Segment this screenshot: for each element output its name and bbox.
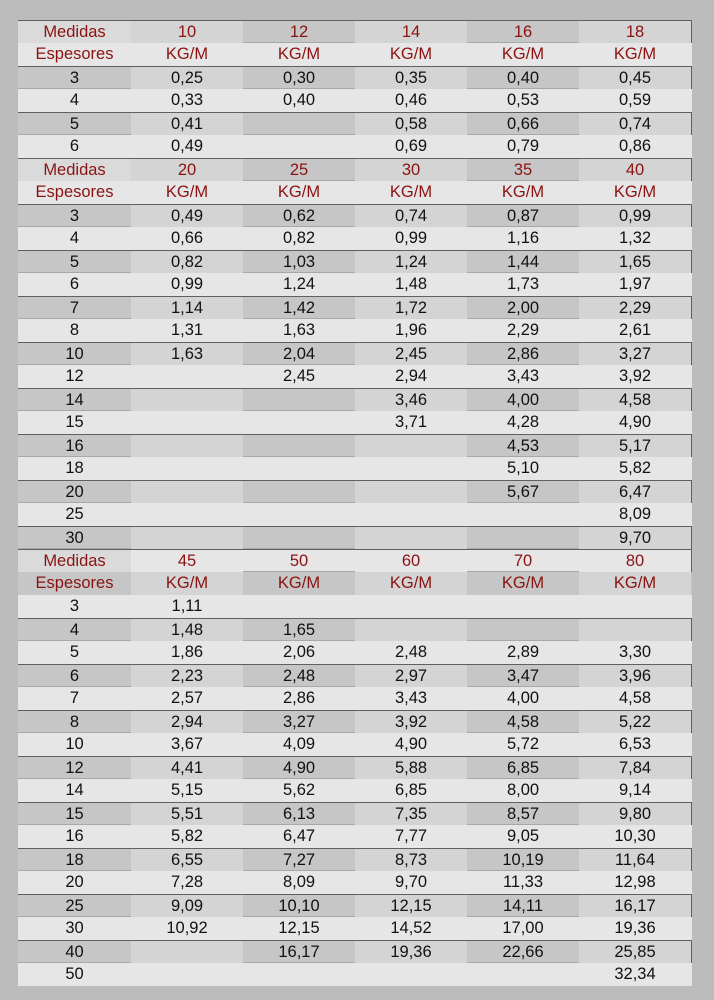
weight-cell: 1,73 (506, 275, 540, 294)
weight-cell: 5,82 (579, 457, 691, 480)
weight-cell: 10,92 (131, 917, 243, 940)
weight-cell: 0,79 (506, 137, 540, 156)
measure-header: 70 (513, 551, 533, 570)
weight-cell: 0,40 (506, 68, 540, 87)
thickness-cell: 14 (65, 781, 84, 800)
section-0-medidas-row (18, 20, 692, 43)
thickness-cell: 25 (65, 505, 84, 524)
unit-header: KG/M (277, 574, 321, 593)
weight-cell: 11,33 (502, 873, 544, 892)
table-row (18, 204, 692, 227)
weight-cell: 17,00 (502, 919, 544, 938)
weight-cell (243, 389, 355, 411)
weight-cell: 14,52 (355, 917, 467, 940)
table-row (18, 89, 692, 112)
measure-header: 16 (513, 22, 533, 41)
weight-cell: 4,00 (506, 689, 540, 708)
weight-cell: 9,80 (579, 803, 691, 825)
table-row (18, 457, 692, 480)
thickness-cell: 15 (65, 413, 84, 432)
thickness-cell: 5 (69, 114, 80, 133)
weight-cell (243, 963, 355, 986)
thickness-cell: 4 (69, 620, 80, 639)
table-row (18, 917, 692, 940)
weight-cell: 3,96 (579, 665, 691, 687)
unit-header: KG/M (501, 45, 545, 64)
weight-cell: 19,36 (355, 941, 467, 963)
thickness-cell: 10 (65, 735, 84, 754)
weight-cell (131, 365, 243, 388)
thickness-cell: 4 (69, 229, 80, 248)
weight-cell (131, 503, 243, 526)
weight-cell (131, 435, 243, 457)
weight-cell: 1,97 (579, 273, 691, 296)
weight-cell (243, 595, 355, 618)
weight-cell: 10,30 (579, 825, 691, 848)
weight-cell: 0,66 (506, 114, 540, 133)
weight-cell: 0,99 (579, 205, 691, 227)
weight-cell: 4,28 (506, 413, 540, 432)
weight-cell: 1,24 (282, 275, 316, 294)
weight-cell: 1,48 (355, 273, 467, 296)
weight-cell: 4,58 (579, 687, 691, 710)
section-1-medidas-row (18, 158, 692, 181)
table-row (18, 848, 692, 871)
table-row (18, 66, 692, 89)
weight-cell: 1,42 (282, 298, 316, 317)
table-row (18, 779, 692, 802)
weight-cell: 3,46 (355, 389, 467, 411)
thickness-cell: 16 (65, 827, 84, 846)
table-row (18, 871, 692, 894)
weight-cell: 11,64 (579, 849, 691, 871)
weight-cell: 10,10 (278, 896, 320, 915)
section-0-espesores-row (18, 43, 692, 66)
weight-cell: 0,99 (131, 273, 243, 296)
measure-header: 14 (355, 21, 467, 43)
table-row (18, 411, 692, 434)
weight-cell: 3,92 (355, 711, 467, 733)
weight-cell: 0,49 (131, 205, 243, 227)
weight-cell: 1,65 (579, 251, 691, 273)
unit-header: KG/M (355, 181, 467, 204)
weight-cell: 2,94 (355, 365, 467, 388)
weight-cell: 3,67 (131, 733, 243, 756)
weight-cell: 2,06 (282, 643, 316, 662)
weight-cell (243, 135, 355, 158)
thickness-cell: 3 (69, 206, 80, 225)
weight-cell: 3,92 (579, 365, 691, 388)
table-row (18, 710, 692, 733)
weight-cell: 0,41 (131, 113, 243, 135)
weight-cell: 1,31 (131, 319, 243, 342)
weight-cell: 4,41 (131, 757, 243, 779)
weight-cell: 0,30 (282, 68, 316, 87)
weight-cell: 2,45 (282, 367, 316, 386)
weight-cell: 2,57 (131, 687, 243, 710)
weight-cell: 12,98 (579, 871, 691, 894)
weight-cell: 25,85 (579, 941, 691, 963)
thickness-cell: 10 (65, 344, 84, 363)
weight-cell: 5,67 (506, 482, 540, 501)
weight-cell (243, 457, 355, 480)
weight-cell: 2,61 (579, 319, 691, 342)
weight-cell (355, 963, 467, 986)
unit-header: KG/M (131, 43, 243, 66)
unit-header: KG/M (579, 181, 691, 204)
weight-cell: 2,89 (506, 643, 540, 662)
table-row (18, 503, 692, 526)
table-row (18, 227, 692, 250)
weight-cell: 0,82 (282, 229, 316, 248)
weight-cell: 2,29 (506, 321, 540, 340)
weight-cell: 1,16 (506, 229, 540, 248)
weight-cell: 16,17 (579, 895, 691, 917)
unit-header: KG/M (277, 45, 321, 64)
weight-cell: 2,04 (282, 344, 316, 363)
weight-cell: 1,72 (355, 297, 467, 319)
weight-cell: 7,77 (355, 825, 467, 848)
weight-cell: 1,11 (131, 595, 243, 618)
unit-header: KG/M (501, 574, 545, 593)
weight-cell (243, 503, 355, 526)
weight-cell: 5,51 (131, 803, 243, 825)
thickness-cell: 50 (65, 965, 84, 984)
weight-cell: 0,74 (355, 205, 467, 227)
weight-cell: 4,58 (579, 389, 691, 411)
weight-cell: 0,35 (355, 67, 467, 89)
weight-cell: 0,53 (506, 91, 540, 110)
weight-cell: 2,48 (355, 641, 467, 664)
weight-cell: 6,13 (282, 804, 316, 823)
table-row (18, 825, 692, 848)
weight-cell: 9,70 (355, 871, 467, 894)
weight-cell (243, 481, 355, 503)
weight-cell (131, 457, 243, 480)
weight-cell: 2,23 (131, 665, 243, 687)
weight-cell: 3,27 (282, 712, 316, 731)
weight-cell: 19,36 (579, 917, 691, 940)
table-row (18, 595, 692, 618)
weight-cell: 0,46 (355, 89, 467, 112)
weight-cell: 9,14 (579, 779, 691, 802)
weight-cell: 6,55 (131, 849, 243, 871)
weight-cell: 10,19 (502, 850, 544, 869)
table-row (18, 733, 692, 756)
weight-cell: 2,29 (579, 297, 691, 319)
thickness-cell: 7 (69, 298, 80, 317)
weight-cell (467, 619, 579, 641)
measure-header: 10 (131, 21, 243, 43)
measure-header: 80 (579, 550, 691, 572)
weight-cell (467, 527, 579, 549)
thickness-cell: 20 (65, 482, 84, 501)
weight-cell: 2,45 (355, 343, 467, 365)
weight-cell: 2,48 (282, 666, 316, 685)
weight-cell: 6,53 (579, 733, 691, 756)
thickness-cell: 5 (69, 252, 80, 271)
weight-cell: 0,40 (282, 91, 316, 110)
table-row (18, 756, 692, 779)
weight-cell: 1,24 (355, 251, 467, 273)
medidas-label: Medidas (18, 21, 131, 43)
weight-cell: 8,57 (506, 804, 540, 823)
espesores-label: Espesores (35, 183, 114, 202)
unit-header: KG/M (355, 43, 467, 66)
weight-cell: 5,62 (282, 781, 316, 800)
table-row (18, 250, 692, 273)
weight-cell: 7,27 (282, 850, 316, 869)
weight-cell (243, 113, 355, 135)
weight-cell: 5,72 (506, 735, 540, 754)
weight-cell: 2,97 (355, 665, 467, 687)
weight-cell: 0,86 (579, 135, 691, 158)
weight-cell (131, 963, 243, 986)
medidas-label: Medidas (18, 159, 131, 181)
weight-cell: 5,22 (579, 711, 691, 733)
weight-cell: 9,05 (506, 827, 540, 846)
table-row (18, 434, 692, 457)
weight-cell: 0,69 (355, 135, 467, 158)
medidas-label: Medidas (18, 550, 131, 572)
unit-header: KG/M (131, 181, 243, 204)
weight-cell: 1,96 (355, 319, 467, 342)
unit-header: KG/M (277, 183, 321, 202)
weight-cell: 1,86 (131, 641, 243, 664)
thickness-cell: 25 (65, 896, 84, 915)
thickness-cell: 4 (69, 91, 80, 110)
weight-cell: 7,84 (579, 757, 691, 779)
weight-cell: 1,65 (282, 620, 316, 639)
weight-cell: 16,17 (278, 942, 320, 961)
weight-cell: 4,09 (282, 735, 316, 754)
weight-cell (467, 963, 579, 986)
measure-header: 35 (513, 160, 533, 179)
weight-cell (243, 527, 355, 549)
measure-header: 50 (289, 551, 309, 570)
table-row (18, 641, 692, 664)
thickness-cell: 18 (65, 850, 84, 869)
weight-cell (355, 595, 467, 618)
thickness-cell: 18 (65, 459, 84, 478)
table-row (18, 388, 692, 411)
table-row (18, 296, 692, 319)
weight-cell (355, 503, 467, 526)
weight-cell: 0,59 (579, 89, 691, 112)
table-row (18, 526, 692, 549)
thickness-cell: 16 (65, 436, 84, 455)
table-row (18, 963, 692, 986)
weight-cell: 2,00 (506, 298, 540, 317)
weight-cell: 0,45 (579, 67, 691, 89)
unit-header: KG/M (355, 572, 467, 595)
weight-cell: 5,15 (131, 779, 243, 802)
thickness-cell: 3 (69, 597, 80, 616)
weight-cell: 0,62 (282, 206, 316, 225)
weight-cell: 5,10 (506, 459, 540, 478)
weight-cell: 1,48 (131, 619, 243, 641)
weight-cell: 2,86 (282, 689, 316, 708)
measure-header: 20 (131, 159, 243, 181)
measure-header: 18 (579, 21, 691, 43)
weight-cell: 5,88 (355, 757, 467, 779)
weight-cell (579, 595, 691, 618)
weight-cell (355, 527, 467, 549)
weight-cell: 3,47 (506, 666, 540, 685)
weight-cell: 3,43 (506, 367, 540, 386)
weight-cell (243, 435, 355, 457)
weight-cell: 4,53 (506, 436, 540, 455)
table-row (18, 135, 692, 158)
thickness-cell: 14 (65, 390, 84, 409)
thickness-cell: 6 (69, 137, 80, 156)
weight-cell: 12,15 (355, 895, 467, 917)
thickness-cell: 30 (65, 919, 84, 938)
table-row (18, 618, 692, 641)
weight-cell: 0,82 (131, 251, 243, 273)
weight-cell: 6,47 (579, 481, 691, 503)
weight-cell: 3,43 (355, 687, 467, 710)
measure-header: 40 (579, 159, 691, 181)
weight-cell: 6,47 (282, 827, 316, 846)
espesores-label: Espesores (35, 45, 114, 64)
weight-cell: 4,00 (506, 390, 540, 409)
weight-cell: 22,66 (502, 942, 544, 961)
thickness-cell: 6 (69, 666, 80, 685)
thickness-cell: 15 (65, 804, 84, 823)
thickness-cell: 8 (69, 712, 80, 731)
table-row (18, 112, 692, 135)
weight-cell: 6,85 (506, 758, 540, 777)
weight-cell (131, 411, 243, 434)
espesores-label: Espesores (35, 574, 114, 593)
thickness-cell: 20 (65, 873, 84, 892)
weight-cell: 3,71 (355, 411, 467, 434)
table-row (18, 940, 692, 963)
table-row (18, 365, 692, 388)
weight-cell: 3,27 (579, 343, 691, 365)
weight-cell (355, 435, 467, 457)
table-row (18, 894, 692, 917)
weight-cell (355, 481, 467, 503)
weight-cell (355, 457, 467, 480)
table-row (18, 319, 692, 342)
thickness-cell: 7 (69, 689, 80, 708)
weight-cell: 4,90 (282, 758, 316, 777)
table-row (18, 273, 692, 296)
weight-cell: 1,03 (282, 252, 316, 271)
thickness-cell: 8 (69, 321, 80, 340)
weight-cell: 8,73 (355, 849, 467, 871)
measure-header: 30 (355, 159, 467, 181)
weight-cell: 3,30 (579, 641, 691, 664)
unit-header: KG/M (579, 43, 691, 66)
section-1-espesores-row (18, 181, 692, 204)
weight-cell: 7,35 (355, 803, 467, 825)
weight-cell (467, 503, 579, 526)
thickness-cell: 40 (65, 942, 84, 961)
weight-cell: 0,66 (131, 227, 243, 250)
thickness-cell: 12 (65, 367, 84, 386)
measure-header: 25 (289, 160, 309, 179)
weight-cell: 14,11 (502, 896, 544, 915)
thickness-cell: 5 (69, 643, 80, 662)
weight-cell: 8,09 (579, 503, 691, 526)
weight-cell: 0,99 (355, 227, 467, 250)
weight-cell: 4,90 (579, 411, 691, 434)
weight-cell: 0,49 (131, 135, 243, 158)
weight-cell (355, 619, 467, 641)
weight-cell: 5,17 (579, 435, 691, 457)
weight-cell (579, 619, 691, 641)
weight-cell: 32,34 (579, 963, 691, 986)
weight-cell: 2,94 (131, 711, 243, 733)
weight-cell: 2,86 (506, 344, 540, 363)
weight-cell: 1,63 (282, 321, 316, 340)
weight-cell: 0,25 (131, 67, 243, 89)
table-row (18, 480, 692, 503)
section-2-medidas-row (18, 549, 692, 572)
section-2-espesores-row (18, 572, 692, 595)
table-row (18, 687, 692, 710)
weight-cell: 8,09 (282, 873, 316, 892)
measure-header: 60 (355, 550, 467, 572)
weight-cell: 0,58 (355, 113, 467, 135)
weight-cell: 6,85 (355, 779, 467, 802)
weight-cell (131, 941, 243, 963)
measure-header: 12 (289, 22, 309, 41)
weight-cell: 8,00 (506, 781, 540, 800)
weight-cell: 5,82 (131, 825, 243, 848)
weight-cell: 4,58 (506, 712, 540, 731)
weight-cell: 1,63 (131, 343, 243, 365)
unit-header: KG/M (501, 183, 545, 202)
thickness-cell: 3 (69, 68, 80, 87)
weight-cell: 1,32 (579, 227, 691, 250)
measure-header: 45 (131, 550, 243, 572)
weight-cell: 0,33 (131, 89, 243, 112)
weight-cell: 7,28 (131, 871, 243, 894)
table-row (18, 664, 692, 687)
weight-cell: 12,15 (278, 919, 320, 938)
unit-header: KG/M (579, 572, 691, 595)
thickness-cell: 6 (69, 275, 80, 294)
weight-cell: 9,09 (131, 895, 243, 917)
weight-cell (131, 389, 243, 411)
weight-cell: 1,14 (131, 297, 243, 319)
weight-cell (131, 481, 243, 503)
weight-cell: 0,87 (506, 206, 540, 225)
weight-cell: 9,70 (579, 527, 691, 549)
weight-cell: 0,74 (579, 113, 691, 135)
table-row (18, 342, 692, 365)
weight-cell (243, 411, 355, 434)
weight-cell: 1,44 (506, 252, 540, 271)
weight-cell: 4,90 (355, 733, 467, 756)
thickness-cell: 12 (65, 758, 84, 777)
weight-cell (131, 527, 243, 549)
thickness-cell: 30 (65, 528, 84, 547)
weight-cell (467, 595, 579, 618)
table-row (18, 802, 692, 825)
unit-header: KG/M (131, 572, 243, 595)
